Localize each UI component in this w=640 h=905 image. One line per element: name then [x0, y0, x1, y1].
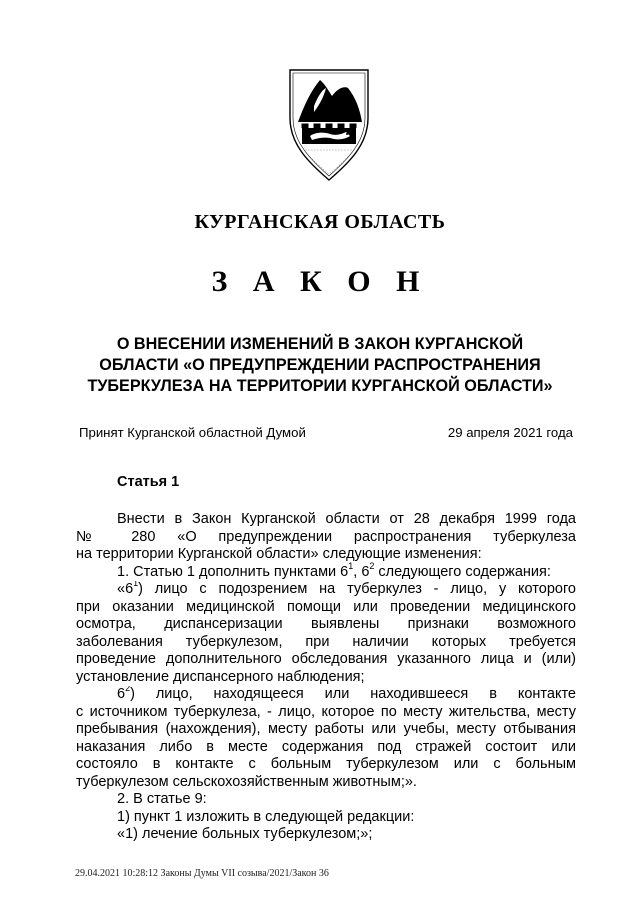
point-6-1-line: заболевания туберкулезом, при наличии которых требуется [76, 633, 576, 650]
point-6-2-line: пребывания (нахождения), месту работы или учебы, месту отбывания [76, 721, 576, 737]
point-6-1-first-line: «$6^1$) лицо с подозрением на туберкулез - лицо, у которого [117, 581, 576, 597]
law-title-line: ОБЛАСТИ «О ПРЕДУПРЕЖДЕНИИ РАСПРОСТРАНЕНИЯ [99, 356, 541, 374]
law-title [60, 334, 580, 397]
article-heading: Статья 1 [117, 474, 180, 490]
item-2-quote-line: «1) лечение больных туберкулезом;»; [117, 826, 373, 842]
footer-stamp: 29.04.2021 10:28:12 Законы Думы VII созыва/2021/Закон 36 [75, 868, 329, 879]
intro-line: № 280 «О предупреждении распространения туберкулеза [76, 528, 576, 545]
intro-line: Внести в Закон Курганской области от 28 декабря 1999 года [117, 511, 576, 527]
document-type-heading: З А К О Н [211, 265, 429, 298]
adoption-date: 29 апреля 2021 года [447, 425, 573, 440]
point-6-1-line: установление диспансерного наблюдения; [76, 668, 365, 685]
item-2-1-line: 1) пункт 1 изложить в следующей редакции: [117, 808, 415, 825]
point-6-2-line: наказания либо в месте содержания под стражей состоит или [76, 738, 576, 755]
region-heading: КУРГАНСКАЯ ОБЛАСТЬ [194, 211, 446, 233]
point-6-1-line: осмотра, диспансеризации выявлены признаки возможного [76, 616, 576, 632]
article-body [76, 511, 576, 844]
point-6-2-line: состояло в контакте с больным туберкулезом или с больным [76, 756, 576, 772]
intro-line: на территории Курганской области» следующие изменения: [76, 546, 482, 562]
law-title-line: О ВНЕСЕНИИ ИЗМЕНЕНИЙ В ЗАКОН КУРГАНСКОЙ [116, 335, 524, 353]
item-1-line: 1. Статью 1 дополнить пунктами $6^1$, $6^2$ следующего содержания: [117, 560, 551, 580]
point-6-1-line: проведение дополнительного обследования указанного лица и (или) [76, 651, 576, 667]
point-6-2-line: с источником туберкулеза, - лицо, которое по месту жительства, месту [76, 703, 576, 720]
point-6-2-first-line: $6^2$) лицо, находящееся или находившееся в контакте [117, 686, 576, 702]
coat-of-arms-emblem [284, 66, 374, 186]
item-2-line: 2. В статье 9: [117, 791, 207, 807]
law-title-line: ТУБЕРКУЛЕЗА НА ТЕРРИТОРИИ КУРГАНСКОЙ ОБЛАСТИ» [87, 377, 553, 395]
point-6-1-line: при оказании медицинской помощи или проведении медицинского [76, 598, 576, 615]
point-6-2-line: туберкулезом сельскохозяйственным животным;». [76, 773, 417, 790]
adopted-by-text: Принят Курганской областной Думой [79, 425, 306, 440]
